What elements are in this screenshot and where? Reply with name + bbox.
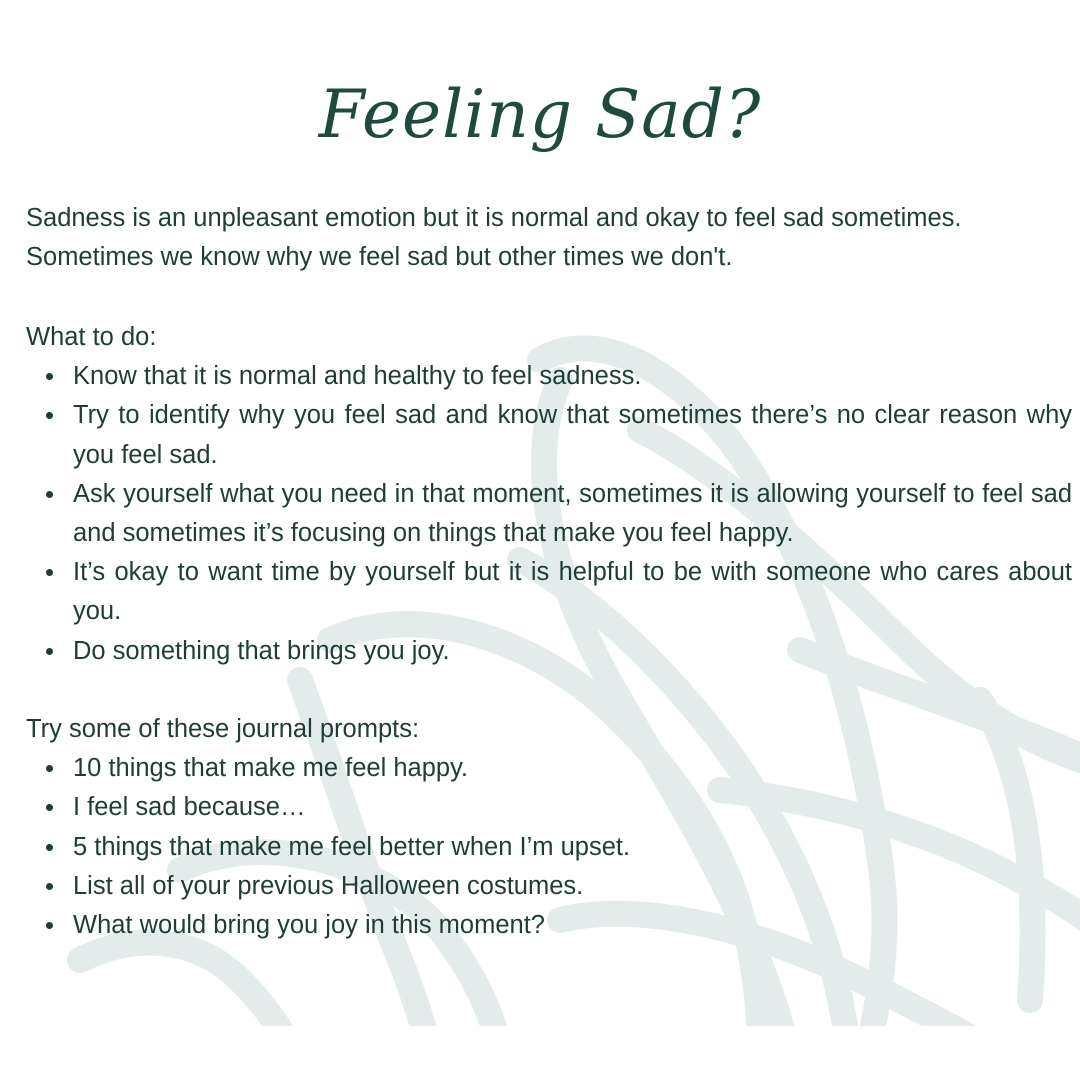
- journal-prompts-section: [26, 710, 1072, 945]
- list-item: 10 things that make me feel happy.: [73, 749, 1072, 788]
- list-item: Know that it is normal and healthy to feel sadness.: [73, 357, 1072, 396]
- what-to-do-list: [26, 357, 1072, 671]
- list-item: 5 things that make me feel better when I’m upset.: [73, 828, 1072, 867]
- what-to-do-heading: What to do:: [26, 323, 157, 351]
- page-title: Feeling Sad?: [318, 76, 762, 153]
- list-item: I feel sad because…: [73, 788, 1072, 827]
- list-item: What would bring you joy in this moment?: [73, 906, 1072, 945]
- what-to-do-section: [26, 318, 1072, 671]
- list-item: Try to identify why you feel sad and know that sometimes there’s no clear reason why you feel sad.: [73, 396, 1072, 474]
- list-item: Do something that brings you joy.: [73, 632, 1072, 671]
- list-item: Ask yourself what you need in that moment, sometimes it is allowing yourself to feel sad and sometimes it’s focusing on things that make you feel happy.: [73, 475, 1072, 553]
- intro-paragraph: [26, 199, 1072, 277]
- journal-prompts-heading: Try some of these journal prompts:: [26, 715, 420, 743]
- journal-prompts-list: [26, 749, 1072, 945]
- intro-line-2: Sometimes we know why we feel sad but other times we don't.: [26, 243, 733, 272]
- list-item: List all of your previous Halloween costumes.: [73, 867, 1072, 906]
- intro-line-1: Sadness is an unpleasant emotion but it is normal and okay to feel sad sometimes.: [26, 204, 962, 232]
- list-item: It’s okay to want time by yourself but it is helpful to be with someone who cares about you.: [73, 553, 1072, 631]
